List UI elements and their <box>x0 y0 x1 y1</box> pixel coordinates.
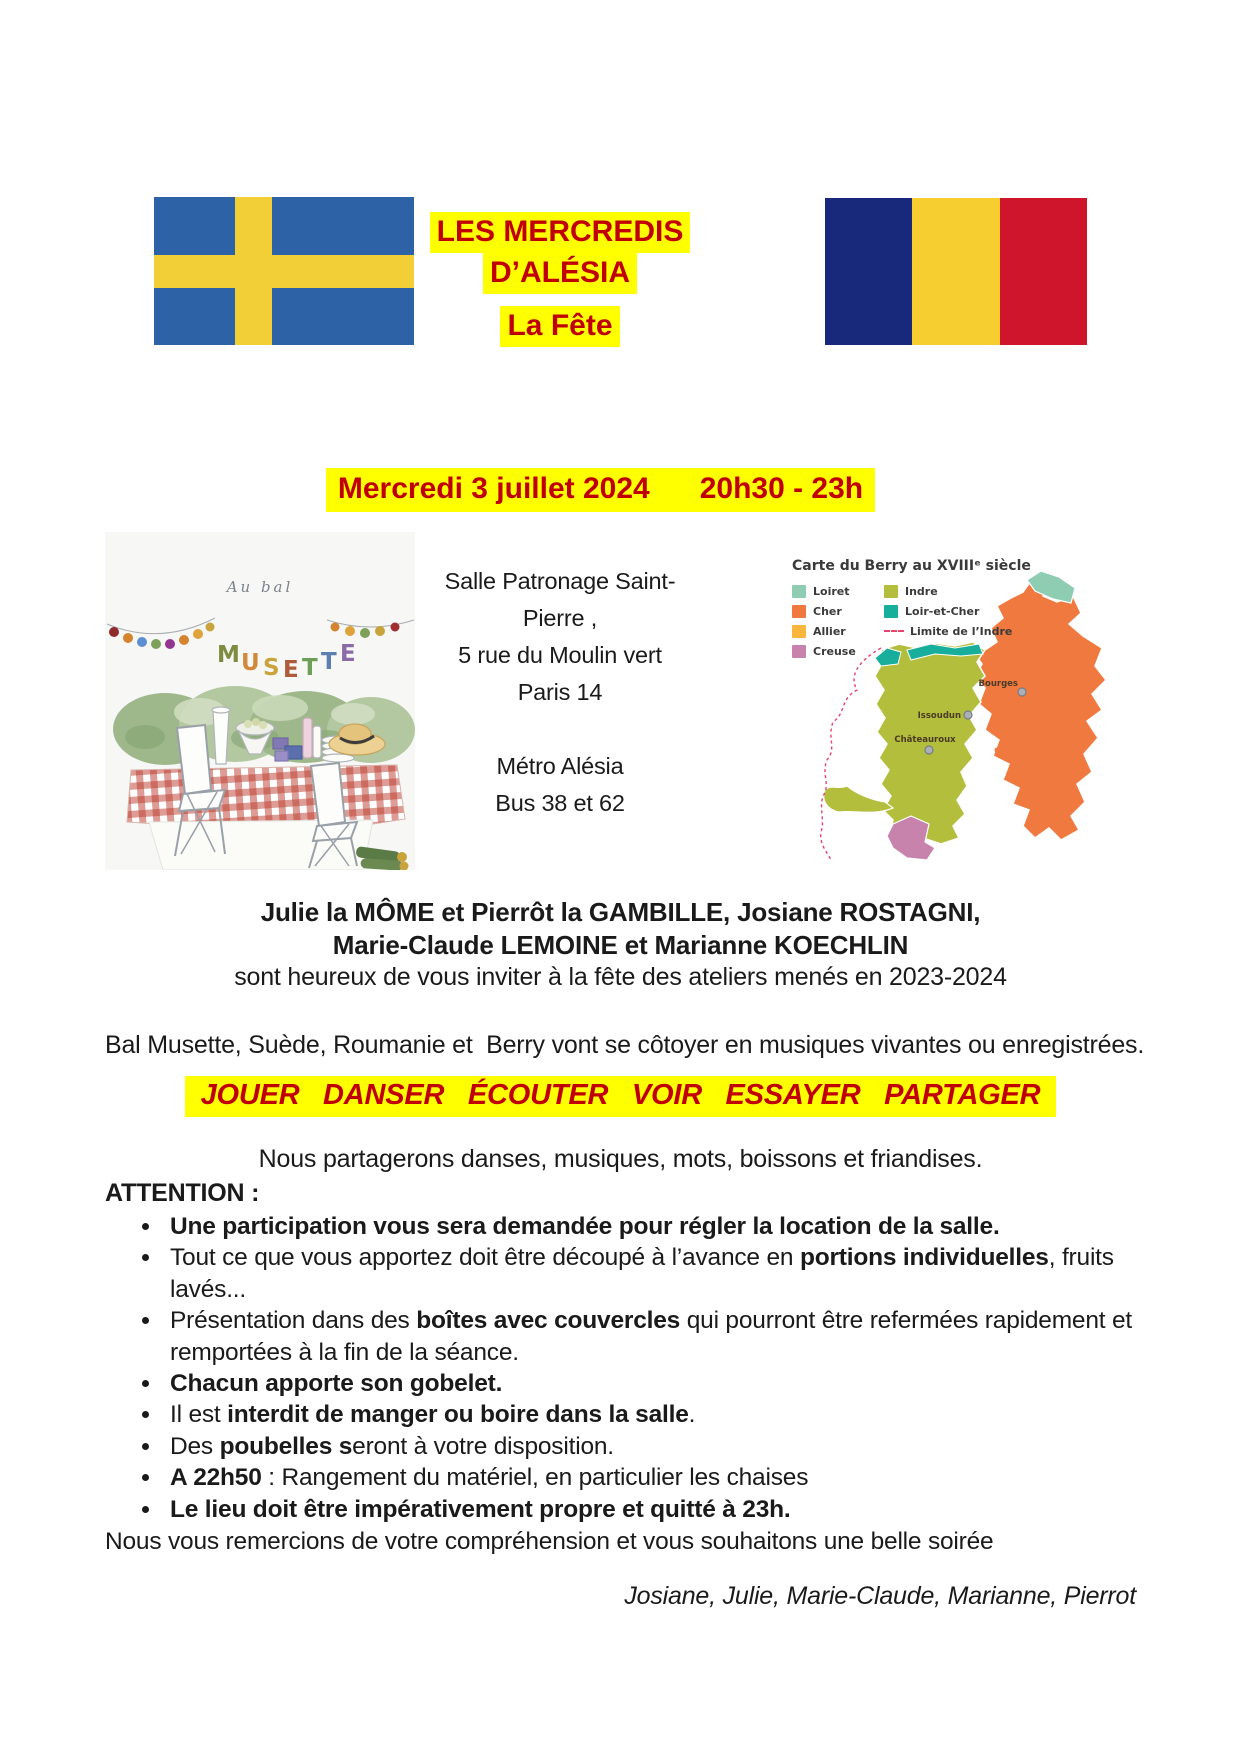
legend-item-limite-indre: Limite de l’Indre <box>884 621 1012 641</box>
date-banner <box>0 468 1201 512</box>
closing-line: Nous vous remercions de votre compréhension et vous souhaitons une belle soirée <box>105 1528 994 1556</box>
invitation-text: sont heureux de vous inviter à la fête des ateliers menés en 2023-2024 <box>234 963 1007 991</box>
sweden-flag-cross-horizontal <box>154 255 414 288</box>
venue-line: Métro Alésia <box>496 753 624 779</box>
romania-flag-blue-stripe <box>825 198 912 345</box>
intro-line: Bal Musette, Suède, Roumanie et Berry vont se côtoyer en musiques vivantes ou enregistrées. <box>105 1031 1145 1059</box>
bal-musette-illustration <box>105 532 415 870</box>
illustration-word-musette: M U S E T T E <box>217 641 356 683</box>
legend-swatch <box>792 645 806 658</box>
map-city-bourges: Bourges <box>978 679 1018 689</box>
legend-item-loiret: Loiret <box>792 581 880 601</box>
legend-dashed-line <box>884 630 904 632</box>
romania-flag-icon <box>825 198 1087 345</box>
map-limite-indre-line <box>821 648 881 860</box>
invitation-hosts-line1: Julie la MÔME et Pierrôt la GAMBILLE, Josiane ROSTAGNI, <box>260 897 981 927</box>
legend-item-cher: Cher <box>792 601 880 621</box>
activities-banner-text: JOUER DANSER ÉCOUTER VOIR ESSAYER PARTAGER <box>185 1076 1057 1117</box>
share-line: Nous partagerons danses, musiques, mots, boissons et friandises. <box>258 1145 983 1173</box>
legend-item-loir-et-cher: Loir-et-Cher <box>884 601 1012 621</box>
venue-line: Bus 38 et 62 <box>495 790 625 816</box>
attention-bullet: • A 22h50 : Rangement du matériel, en particulier les chaises <box>163 1462 1136 1493</box>
title-subtitle: La Fête <box>500 306 619 347</box>
venue-address <box>415 563 705 822</box>
romania-flag-yellow-stripe <box>912 198 999 345</box>
map-city-issoudun: Issoudun <box>917 711 961 721</box>
date-banner-text: Mercredi 3 juillet 2024 20h30 - 23h <box>326 468 875 512</box>
attention-bullet: • Il est interdit de manger ou boire dans la salle. <box>163 1399 1136 1430</box>
attention-bullet: • Le lieu doit être impérativement propre et quitté à 23h. <box>163 1494 1136 1525</box>
attention-bullet: • Tout ce que vous apportez doit être découpé à l’avance en portions individuelles, fruits lavés... <box>163 1242 1136 1305</box>
map-title: Carte du Berry au XVIIIᵉ siècle <box>792 558 1031 574</box>
legend-swatch <box>884 585 898 598</box>
legend-swatch <box>792 605 806 618</box>
page-title <box>425 212 695 347</box>
map-region-indre-strip <box>824 786 893 812</box>
attention-bullet: • Une participation vous sera demandée pour régler la location de la salle. <box>163 1211 1136 1242</box>
venue-line: Paris 14 <box>517 679 603 705</box>
sweden-flag-icon <box>154 197 414 345</box>
map-legend <box>792 581 1125 661</box>
berry-map <box>735 558 1125 873</box>
attention-bullet: • Des poubelles seront à votre disposition. <box>163 1431 1136 1462</box>
venue-line: Pierre , <box>522 605 598 631</box>
legend-item-indre: Indre <box>884 581 1012 601</box>
legend-swatch <box>884 605 898 618</box>
title-line2: D’ALÉSIA <box>483 253 637 294</box>
attention-heading: ATTENTION : <box>105 1179 260 1207</box>
illustration-caption-au-bal: Au bal <box>226 578 294 596</box>
map-orange-speck <box>995 748 1000 753</box>
venue-line <box>415 711 705 748</box>
venue-line: 5 rue du Moulin vert <box>458 642 662 668</box>
attention-bullet: • Chacun apporte son gobelet. <box>163 1368 1136 1399</box>
invitation-hosts-line2: Marie-Claude LEMOINE et Marianne KOECHLIN <box>332 930 909 960</box>
title-line1: LES MERCREDIS <box>430 212 691 253</box>
legend-swatch <box>792 625 806 638</box>
legend-item-creuse: Creuse <box>792 641 880 661</box>
romania-flag-red-stripe <box>1000 198 1087 345</box>
venue-line: Salle Patronage Saint- <box>444 568 676 594</box>
signature-line: Josiane, Julie, Marie-Claude, Marianne, Pierrot <box>624 1582 1136 1611</box>
map-city-chateauroux: Châteauroux <box>894 735 956 745</box>
flyer-body-text <box>105 896 1145 1612</box>
attention-bullet: • Présentation dans des boîtes avec couvercles qui pourront être refermées rapidement et remportées à la fin de la séance. <box>163 1305 1136 1368</box>
legend-item-allier: Allier <box>792 621 880 641</box>
legend-swatch <box>792 585 806 598</box>
activities-banner <box>105 1076 1136 1117</box>
attention-list <box>105 1211 1136 1525</box>
